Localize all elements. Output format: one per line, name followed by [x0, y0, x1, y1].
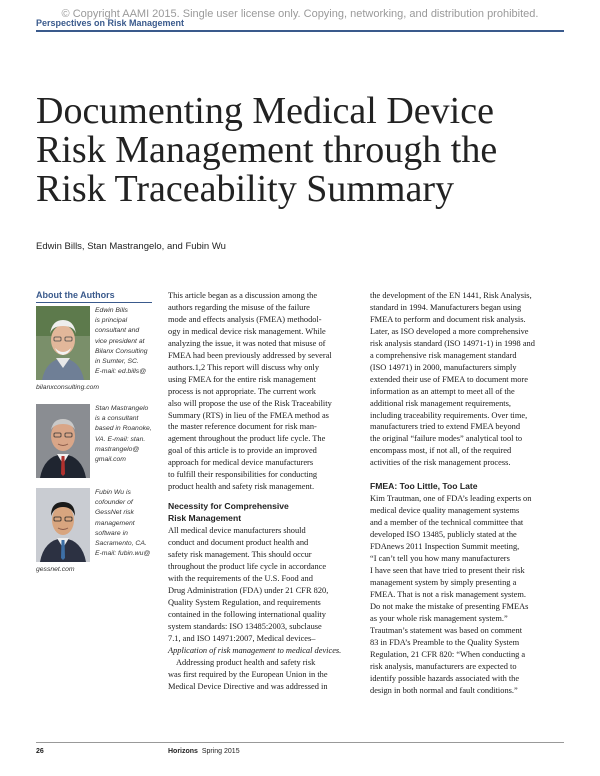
- body-line: Medical Device Directive and was addressed in: [168, 681, 328, 691]
- author-bio-mastrangelo: [95, 404, 155, 465]
- body-column-middle: [168, 290, 360, 692]
- body-line: Do not make the mistake of presenting FMEAs: [370, 601, 529, 611]
- body-line: FMEA had been previously addressed by several: [168, 350, 332, 360]
- bio-line: Stan Mastrangelo: [95, 405, 149, 412]
- bio-line: mastrangelo@: [95, 445, 140, 453]
- body-line: management system by simply presenting a: [370, 577, 517, 587]
- body-line: Drug Administration (FDA) under 21 CFR 820,: [168, 585, 329, 595]
- bio-line: cofounder of: [95, 499, 133, 507]
- bio-line: Bilanx Consulting: [95, 347, 148, 355]
- bio-line: in Sumter, SC.: [95, 358, 139, 366]
- about-authors-rule: [36, 302, 152, 303]
- footer-rule: [36, 742, 564, 743]
- bio-line: GessNet risk: [95, 509, 134, 517]
- author-photo-mastrangelo: [36, 404, 90, 478]
- bio-email-tail: gessnet.com: [36, 566, 75, 573]
- body-line: Regulation, 21 CFR 820: “When conducting a: [370, 649, 526, 659]
- body-line: I have seen that have tried to present their risk: [370, 565, 525, 575]
- body-line: using FMEA for the entire risk management: [168, 374, 316, 384]
- bio-line: Fubin Wu is: [95, 489, 131, 496]
- body-line: Summary (RTS) in lieu of the FMEA method as: [168, 410, 329, 420]
- body-line: including traceability requirements. Over time,: [370, 410, 528, 420]
- body-line: Quality System Regulation, and requirements: [168, 597, 321, 607]
- copyright-watermark: © Copyright AAMI 2015. Single user license only. Copying, networking, and distribution prohibited.: [61, 8, 539, 20]
- body-line: also will propose the use of the Risk Traceability: [168, 398, 332, 408]
- body-line: This article began as a discussion among the: [168, 291, 318, 300]
- bio-line: gmail.com: [95, 456, 126, 464]
- body-line: Trautman’s statement was based on comment: [370, 625, 523, 635]
- about-authors-heading: About the Authors: [36, 290, 115, 300]
- body-line: ogy in medical device risk management. While: [168, 326, 326, 336]
- body-line: “I can’t tell you how many manufacturers: [370, 554, 510, 564]
- bio-line: VA. E-mail: stan.: [95, 435, 146, 443]
- body-line: design in both normal and fault conditions.”: [370, 685, 518, 695]
- publication-issue: Spring 2015: [201, 748, 240, 755]
- bio-line: based in Roanoke,: [95, 425, 152, 433]
- section-heading: Necessity for Comprehensive: [168, 501, 289, 512]
- body-line: goal of this article is to provide an improved: [168, 446, 317, 456]
- body-line: mode and effects analysis (FMEA) methodol-: [168, 314, 322, 324]
- body-line: system standards: ISO 13485:2003, subclause: [168, 621, 322, 631]
- body-line: (ISO 14971) in 2000, manufacturers simply: [370, 362, 517, 372]
- body-line: standard in 1994. Manufacturers began using: [370, 302, 522, 312]
- author-bio-wu: [95, 488, 155, 559]
- body-line: process is not appropriate. The current work: [168, 386, 316, 396]
- body-line: FMEA. That is not a risk management system.: [370, 589, 526, 599]
- bio-line: E-mail: fubin.wu@: [95, 550, 151, 558]
- body-column-right: [370, 290, 566, 696]
- body-line: FDAnews 2011 Inspection Summit meeting,: [370, 542, 520, 552]
- body-line: information as an attempt to meet all of the: [370, 386, 515, 396]
- body-line: was first required by the European Union in the: [168, 669, 328, 679]
- bio-line: Edwin Bills: [95, 307, 128, 314]
- body-line: to fulfill their responsibilities for conducting: [168, 470, 318, 480]
- bio-line: management: [95, 519, 135, 527]
- body-line: authors.1,2 This report will discuss why only: [168, 362, 320, 372]
- section-heading: FMEA: Too Little, Too Late: [370, 481, 478, 492]
- body-line: authors regarding the misuse of the failure: [168, 302, 310, 312]
- body-line: Addressing product health and safety risk: [176, 657, 316, 667]
- page-number: 26: [36, 748, 44, 755]
- title-line: Risk Traceability Summary: [36, 168, 454, 210]
- author-photo-wu: [36, 488, 90, 562]
- body-line: conduct and document product health and: [168, 538, 309, 548]
- body-line: Application of risk management to medical devices.: [168, 645, 342, 655]
- body-line: risk analysis standard (ISO 14971-1) in 1998 and: [370, 338, 535, 348]
- body-line: manufacturers tried to extend FMEA beyond: [370, 422, 521, 432]
- title-line: Risk Management through the: [36, 129, 498, 171]
- body-line: identify possible hazards associated with the: [370, 673, 520, 683]
- header-rule: [36, 30, 564, 32]
- body-line: as your whole risk management system.”: [370, 613, 508, 623]
- body-line: the master reference document for risk man-: [168, 422, 317, 432]
- body-line: safety risk management. This should occur: [168, 550, 312, 560]
- title-line: Documenting Medical Device: [36, 90, 494, 132]
- bio-line: is a consultant: [95, 415, 139, 423]
- bio-email-tail: bilanxconsulting.com: [36, 384, 100, 391]
- body-line: additional risk management requirements,: [370, 398, 511, 408]
- body-line: a comprehensive risk management standard: [370, 350, 517, 360]
- body-line: extended their use of FMEA to document more: [370, 374, 528, 384]
- body-line: risk analysis, manufacturers are expected to: [370, 661, 517, 671]
- section-label: Perspectives on Risk Management: [36, 18, 185, 28]
- bio-line: software in: [95, 529, 128, 537]
- bio-line: Sacramento, CA.: [95, 540, 147, 548]
- bio-line: is principal: [95, 317, 128, 325]
- bio-line: consultant and: [95, 327, 140, 335]
- body-line: 7.1, and ISO 14971:2007, Medical devices–: [168, 633, 316, 643]
- body-line: activities of the risk management process.: [370, 458, 511, 468]
- footer-publication: [168, 748, 240, 755]
- section-heading: Risk Management: [168, 513, 242, 524]
- body-line: analyzing the issue, it was noted that misuse of: [168, 338, 326, 348]
- article-title: [36, 92, 576, 209]
- author-bio-bills: [95, 306, 155, 377]
- author-byline: Edwin Bills, Stan Mastrangelo, and Fubin Wu: [36, 241, 226, 252]
- body-line: Kim Trautman, one of FDA’s leading experts on: [370, 494, 532, 504]
- body-line: product health and safety risk management.: [168, 482, 315, 492]
- bio-line: vice president at: [95, 337, 145, 345]
- body-line: 83 in FDA’s Preamble to the Quality System: [370, 637, 520, 647]
- body-line: the development of the EN 1441, Risk Analysis,: [370, 291, 532, 300]
- body-line: contained in the following international quality: [168, 609, 326, 619]
- body-line: agement throughout the product life cycle. The: [168, 434, 326, 444]
- body-line: FMEA to perform and document risk analysis.: [370, 314, 526, 324]
- publication-name: Horizons: [168, 748, 198, 755]
- body-line: encompass most, if not all, of the required: [370, 446, 512, 456]
- author-photo-bills: [36, 306, 90, 380]
- body-line: throughout the product life cycle in accordance: [168, 561, 327, 571]
- body-line: All medical device manufacturers should: [168, 526, 306, 536]
- body-line: the original “failure modes” analytical tool to: [370, 434, 523, 444]
- body-line: and a member of the technical committee that: [370, 518, 524, 528]
- bio-line: E-mail: ed.bills@: [95, 368, 147, 376]
- body-line: developed ISO 13485, publicly stated at the: [370, 530, 517, 540]
- body-line: with the requirements of the U.S. Food and: [168, 573, 313, 583]
- body-line: Later, as ISO developed a more comprehensive: [370, 326, 529, 336]
- body-line: approach for medical device manufacturers: [168, 458, 314, 468]
- body-line: medical device quality management systems: [370, 506, 520, 516]
